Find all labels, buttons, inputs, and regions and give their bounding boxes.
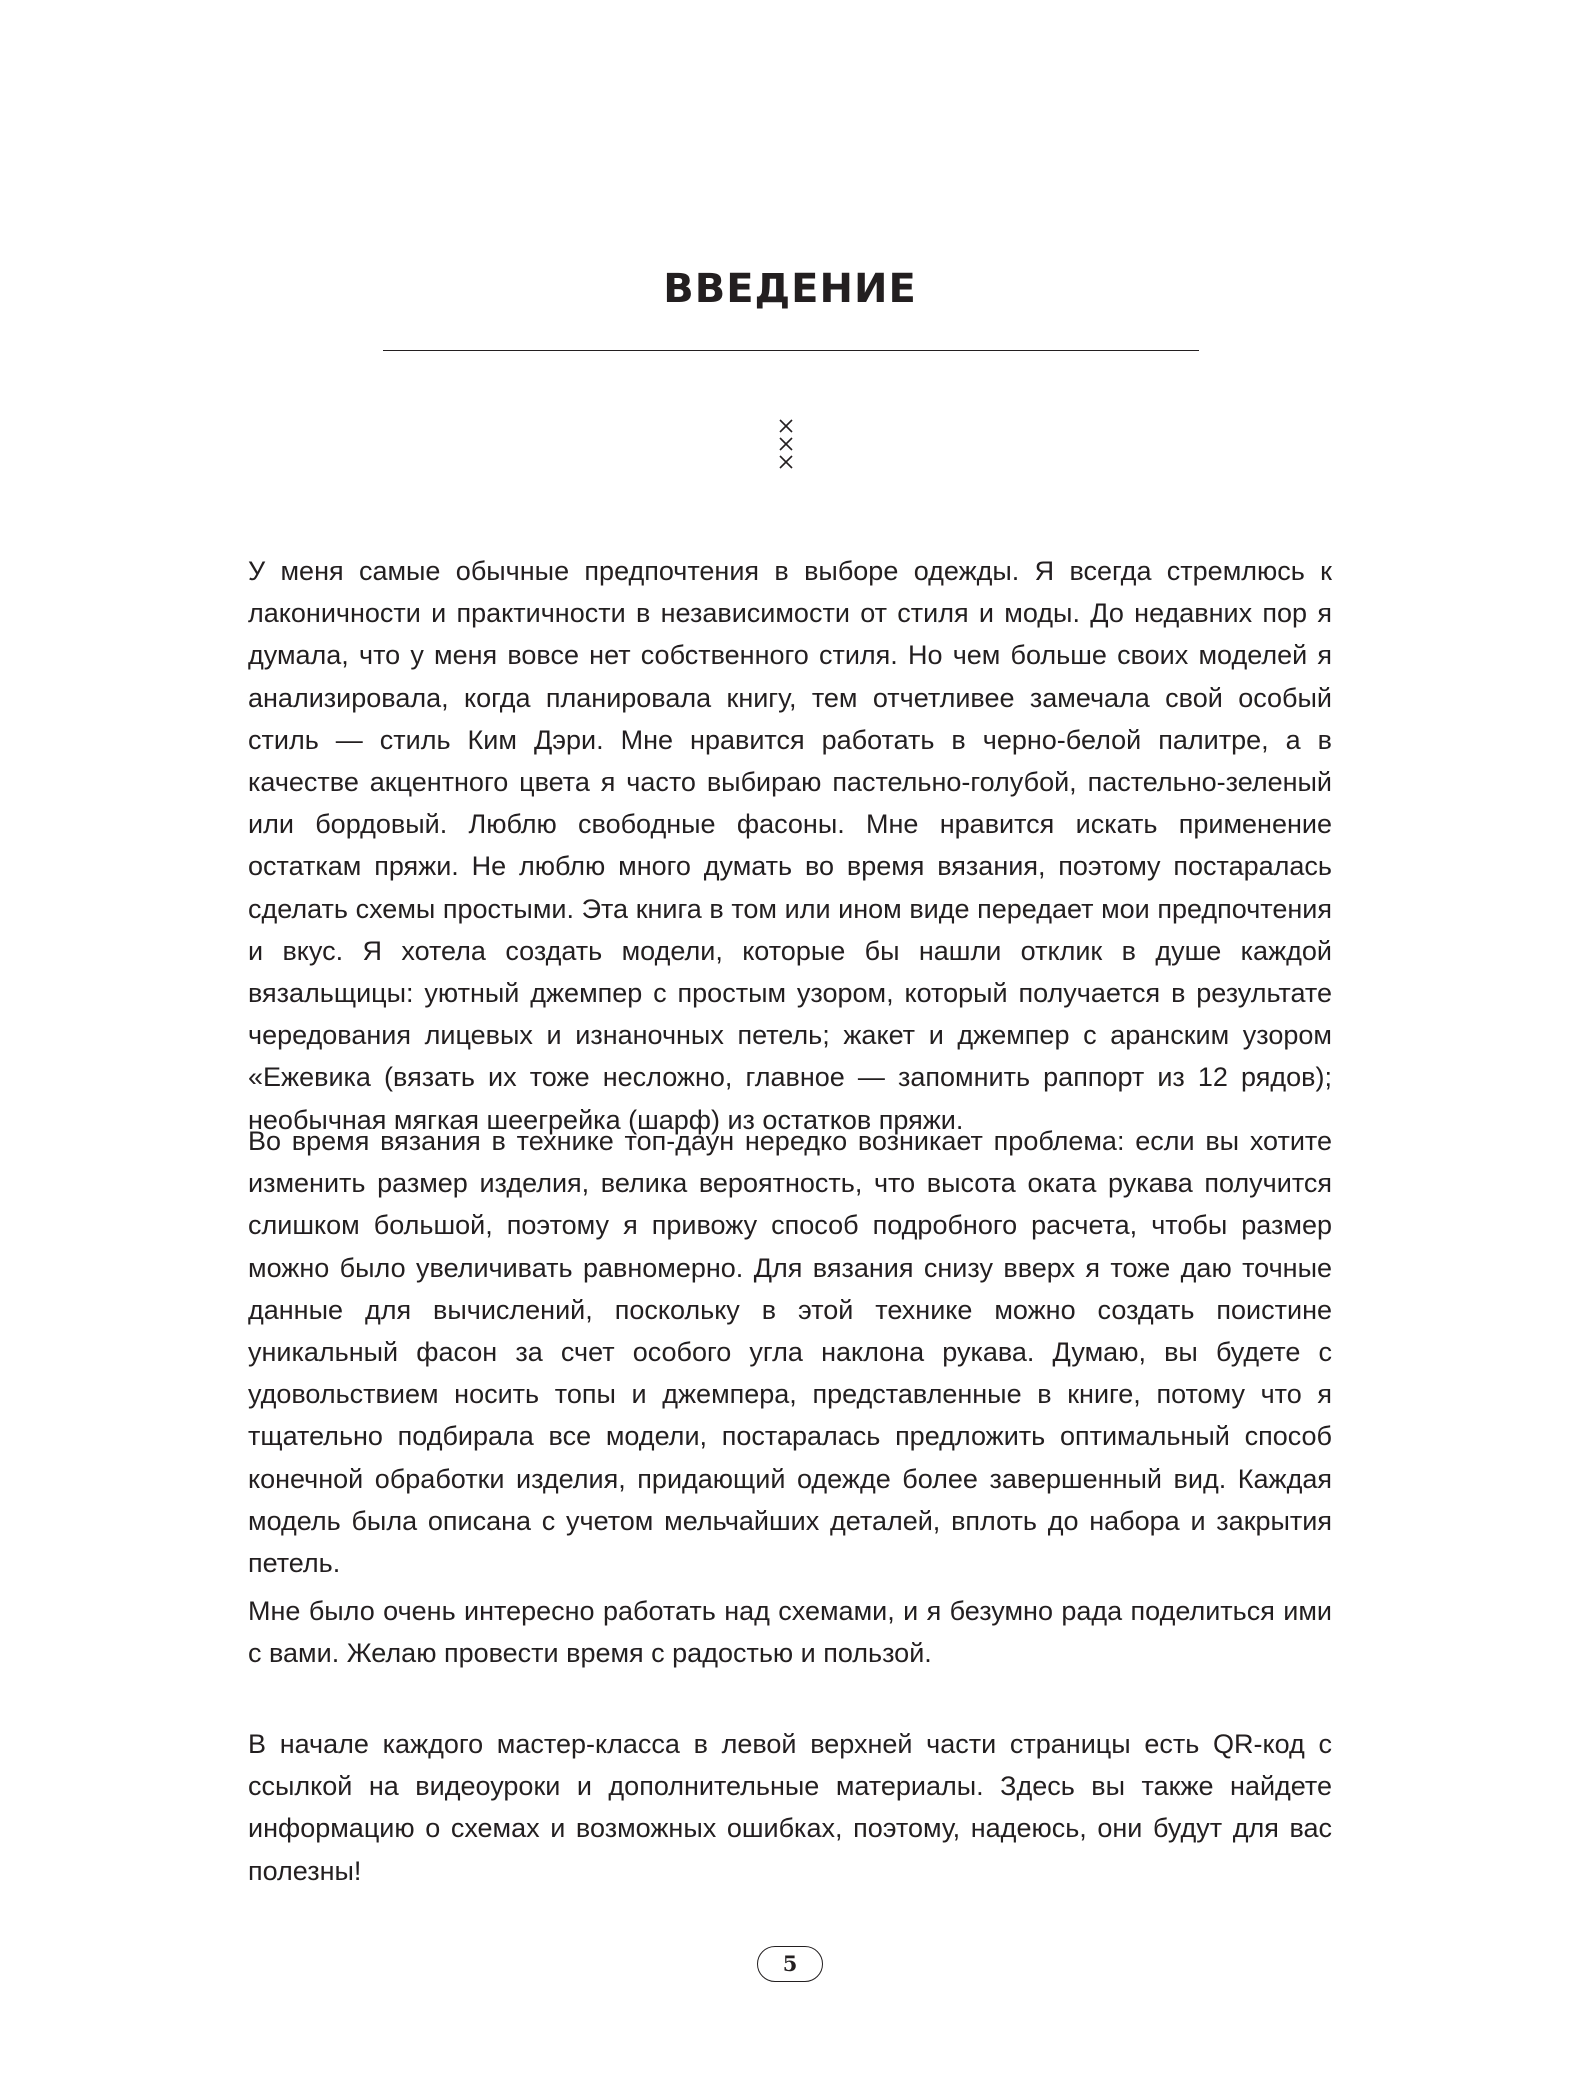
page-number: 5 — [757, 1946, 823, 1982]
cross-stitch-icon — [778, 436, 794, 452]
title-divider — [383, 350, 1199, 351]
page-title: ВВЕДЕНИЕ — [663, 266, 917, 312]
cross-stitch-icon — [778, 454, 794, 470]
paragraph-enjoy-patterns: Мне было очень интересно работать над схемами, и я безумно рада поделиться ими с вами. Желаю провести время с радостью и пользой. — [248, 1596, 1332, 1669]
paragraph-qr-code-info: В начале каждого мастер-класса в левой верхней части страницы есть QR-код с ссылкой на видеоуроки и дополнительные материалы. Здесь вы также найдете информацию о схемах и возможных ошибках, поэтому, надеюсь, они будут для вас полезны! — [248, 1729, 1332, 1886]
cross-ornament — [778, 418, 800, 472]
paragraph-top-down-sizing: Во время вязания в технике топ-даун нередко возникает проблема: если вы хотите изменить размер изделия, велика вероятность, что высота оката рукава получится слишком большой, поэтому я привожу способ подробного расчета, чтобы размер можно было увеличивать равномерно. Для вязания снизу вверх я тоже даю точные данные для вычислений, поскольку в этой технике можно создать поистине уникальный фасон за счет особого угла наклона рукава. Думаю, вы будете с удовольствием носить топы и джемпера, представленные в книге, потому что я тщательно подбирала все модели, постаралась предложить оптимальный способ конечной обработки изделия, придающий одежде более завершенный вид. Каждая модель была описана с учетом мельчайших деталей, вплоть до набора и закрытия петель. — [248, 1126, 1332, 1579]
cross-stitch-icon — [778, 418, 794, 434]
paragraph-style-preferences: У меня самые обычные предпочтения в выборе одежды. Я всегда стремлюсь к лаконичности и практичности в независимости от стиля и моды. До недавних пор я думала, что у меня вовсе нет собственного стиля. Но чем больше своих моделей я анализировала, когда планировала книгу, тем отчетливее замечала свой особый стиль — стиль Ким Дэри. Мне нравится работать в черно-белой палитре, а в качестве акцентного цвета я часто выбираю пастельно-голубой, пастельно-зеленый или бордовый. Люблю свободные фасоны. Мне нравится искать применение остаткам пряжи. Не люблю много думать во время вязания, поэтому постаралась сделать схемы простыми. Эта книга в том или ином виде передает мои предпочтения и вкус. Я хотела создать модели, которые бы нашли отклик в душе каждой вязальщицы: уютный джемпер с простым узором, который получается в результате чередования лицевых и изнаночных петель; жакет и джемпер с аранским узором «Ежевика (вязать их тоже несложно, главное — запомнить раппорт из 12 рядов); необычная мягкая шеегрейка (шарф) из остатков пряжи. — [248, 556, 1332, 1135]
